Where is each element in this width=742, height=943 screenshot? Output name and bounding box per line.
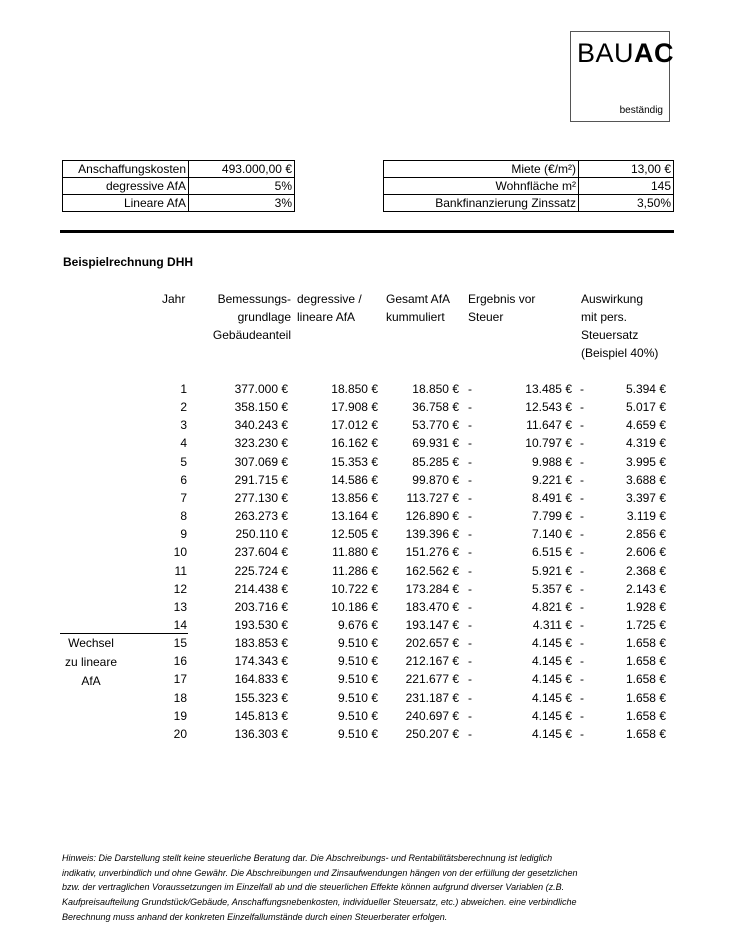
cell-dash: - xyxy=(580,527,584,542)
cell-auswirkung: 1.658 € xyxy=(625,672,666,687)
cell-gesamt: 221.677 € xyxy=(405,672,459,687)
param-row xyxy=(384,195,674,212)
param-row xyxy=(384,178,674,195)
cell-gesamt: 18.850 € xyxy=(412,382,459,396)
cell-auswirkung: 4.319 € xyxy=(625,436,666,451)
cell-dash: - xyxy=(468,599,472,614)
cell-afa: 9.510 € xyxy=(337,708,378,723)
header-gesamt xyxy=(386,290,450,326)
cell-afa: 11.880 € xyxy=(332,545,378,560)
cell-auswirkung: 5.017 € xyxy=(625,400,666,415)
wechsel-line: AfA xyxy=(81,674,101,688)
cell-gesamt: 139.396 € xyxy=(405,527,459,542)
param-label: degressive AfA xyxy=(63,178,189,195)
cell-dash: - xyxy=(580,654,584,669)
cell-gesamt: 53.770 € xyxy=(412,418,459,433)
cell-jahr: 8 xyxy=(180,509,187,524)
cell-ergebnis: 9.221 € xyxy=(531,472,572,487)
header-afa xyxy=(297,290,362,326)
cell-dash: - xyxy=(468,617,472,632)
header-line: Auswirkung xyxy=(581,292,644,306)
cell-bemessung: 263.273 € xyxy=(234,509,288,524)
header-bemessung xyxy=(213,290,291,344)
cell-dash: - xyxy=(468,472,472,487)
table-row xyxy=(0,434,742,452)
cell-jahr: 12 xyxy=(173,581,187,596)
param-value: 493.000,00 € xyxy=(189,161,295,178)
cell-afa: 9.510 € xyxy=(337,672,378,687)
cell-afa: 13.164 € xyxy=(331,509,378,524)
cell-auswirkung: 2.856 € xyxy=(625,527,666,542)
cell-auswirkung: 1.658 € xyxy=(625,636,666,651)
table-row xyxy=(0,580,742,598)
cell-dash: - xyxy=(580,708,584,723)
cell-jahr: 9 xyxy=(180,527,187,542)
logo-tagline: beständig xyxy=(619,105,663,116)
cell-auswirkung: 1.658 € xyxy=(625,726,666,741)
param-label: Miete (€/m²) xyxy=(384,161,579,178)
cell-dash: - xyxy=(580,454,584,469)
cell-auswirkung: 2.368 € xyxy=(625,563,666,578)
cell-dash: - xyxy=(580,545,584,560)
header-line: Steuersatz xyxy=(581,328,639,342)
cell-auswirkung: 2.606 € xyxy=(625,545,666,560)
table-row xyxy=(0,507,742,525)
param-value: 145 xyxy=(579,178,674,195)
wechsel-line: Wechsel xyxy=(68,636,114,650)
cell-bemessung: 277.130 € xyxy=(234,490,288,505)
cell-jahr: 1 xyxy=(180,382,187,396)
table-row xyxy=(0,725,742,743)
cell-gesamt: 173.284 € xyxy=(405,581,459,596)
cell-auswirkung: 1.658 € xyxy=(625,690,666,705)
cell-auswirkung: 2.143 € xyxy=(625,581,666,596)
cell-jahr: 3 xyxy=(180,418,187,433)
cell-ergebnis: 7.140 € xyxy=(531,527,572,542)
table-row xyxy=(0,453,742,471)
cell-auswirkung: 1.658 € xyxy=(625,654,666,669)
cell-dash: - xyxy=(580,581,584,596)
header-line: Gesamt AfA xyxy=(386,292,451,306)
cell-gesamt: 250.207 € xyxy=(405,726,459,741)
parameters-table-right xyxy=(383,160,674,212)
cell-auswirkung: 4.659 € xyxy=(625,418,666,433)
cell-afa: 16.162 € xyxy=(331,436,378,451)
param-row xyxy=(63,195,295,212)
cell-bemessung: 136.303 € xyxy=(234,726,288,741)
cell-jahr: 7 xyxy=(180,490,187,505)
cell-auswirkung: 3.995 € xyxy=(625,454,666,469)
table-row xyxy=(0,398,742,416)
disclaimer-note xyxy=(62,851,662,925)
table-row xyxy=(0,525,742,543)
param-value: 3% xyxy=(189,195,295,212)
cell-gesamt: 212.167 € xyxy=(405,654,459,669)
cell-jahr: 16 xyxy=(173,654,187,669)
header-ergebnis xyxy=(468,290,535,326)
cell-afa: 15.353 € xyxy=(331,454,378,469)
cell-jahr: 2 xyxy=(180,400,187,415)
cell-ergebnis: 4.145 € xyxy=(531,708,572,723)
cell-dash: - xyxy=(580,509,584,524)
cell-afa: 9.510 € xyxy=(337,636,378,651)
param-label: Lineare AfA xyxy=(63,195,189,212)
header-line: Steuer xyxy=(468,310,504,324)
note-line: Hinweis: Die Darstellung stellt keine steuerliche Beratung dar. Die Abschreibungs- und Rentabilitätsberechnung ist lediglich xyxy=(62,853,553,863)
cell-gesamt: 113.727 € xyxy=(406,490,459,505)
cell-bemessung: 203.716 € xyxy=(234,599,288,614)
cell-dash: - xyxy=(580,617,584,632)
cell-ergebnis: 7.799 € xyxy=(531,509,572,524)
cell-dash: - xyxy=(468,527,472,542)
cell-dash: - xyxy=(468,708,472,723)
header-line: lineare AfA xyxy=(297,310,356,324)
cell-dash: - xyxy=(468,545,472,560)
cell-jahr: 19 xyxy=(173,708,187,723)
table-row xyxy=(0,689,742,707)
note-line: Kaufpreisaufteilung Grundstück/Gebäude, Anschaffungsnebenkosten, individueller Steuersatz, etc.) abweichen. eine verbindliche xyxy=(62,897,577,908)
header-line: grundlage xyxy=(237,310,291,324)
cell-bemessung: 307.069 € xyxy=(234,454,288,469)
cell-ergebnis: 11.647 € xyxy=(526,418,572,433)
cell-bemessung: 214.438 € xyxy=(234,581,288,596)
cell-auswirkung: 1.928 € xyxy=(625,599,666,614)
cell-ergebnis: 10.797 € xyxy=(525,436,572,451)
cell-ergebnis: 4.311 € xyxy=(532,617,572,632)
cell-dash: - xyxy=(468,509,472,524)
header-line: (Beispiel 40%) xyxy=(581,346,659,360)
cell-dash: - xyxy=(580,726,584,741)
cell-gesamt: 36.758 € xyxy=(412,400,459,415)
cell-dash: - xyxy=(580,490,584,505)
cell-gesamt: 183.470 € xyxy=(405,599,459,614)
cell-gesamt: 85.285 € xyxy=(412,454,459,469)
cell-bemessung: 183.853 € xyxy=(234,636,288,651)
cell-ergebnis: 4.145 € xyxy=(531,726,572,741)
cell-ergebnis: 5.921 € xyxy=(531,563,572,578)
cell-bemessung: 237.604 € xyxy=(234,545,288,560)
header-line: mit pers. xyxy=(581,310,628,324)
cell-ergebnis: 12.543 € xyxy=(525,400,572,415)
header-line: Bemessungs- xyxy=(217,292,291,306)
cell-dash: - xyxy=(468,726,472,741)
header-line: kummuliert xyxy=(386,310,445,324)
cell-bemessung: 358.150 € xyxy=(234,400,288,415)
cell-dash: - xyxy=(580,690,584,705)
section-title: Beispielrechnung DHH xyxy=(63,255,194,269)
cell-afa: 9.510 € xyxy=(337,654,378,669)
cell-dash: - xyxy=(468,581,472,596)
cell-dash: - xyxy=(468,636,472,651)
cell-afa: 18.850 € xyxy=(331,382,378,396)
cell-afa: 9.676 € xyxy=(337,617,378,632)
cell-ergebnis: 13.485 € xyxy=(525,382,572,396)
header-jahr: Jahr xyxy=(162,292,186,306)
logo-word-bold: AC xyxy=(634,38,675,68)
header-line: Gebäudeanteil xyxy=(212,328,291,342)
cell-bemessung: 145.813 € xyxy=(234,708,288,723)
table-row xyxy=(0,616,742,634)
cell-dash: - xyxy=(580,563,584,578)
cell-afa: 11.286 € xyxy=(332,563,378,578)
param-row xyxy=(63,178,295,195)
table-row xyxy=(0,489,742,507)
cell-dash: - xyxy=(468,490,472,505)
param-value: 13,00 € xyxy=(579,161,674,178)
cell-jahr: 14 xyxy=(173,617,187,632)
cell-dash: - xyxy=(468,436,472,451)
cell-gesamt: 240.697 € xyxy=(405,708,459,723)
cell-ergebnis: 4.145 € xyxy=(531,636,572,651)
cell-bemessung: 323.230 € xyxy=(234,436,288,451)
param-label: Wohnfläche m² xyxy=(384,178,579,195)
cell-dash: - xyxy=(580,418,584,433)
cell-ergebnis: 6.515 € xyxy=(531,545,572,560)
cell-dash: - xyxy=(468,382,472,396)
cell-bemessung: 340.243 € xyxy=(234,418,288,433)
table-row xyxy=(0,598,742,616)
cell-afa: 14.586 € xyxy=(331,472,378,487)
cell-jahr: 18 xyxy=(173,690,187,705)
cell-gesamt: 69.931 € xyxy=(412,436,459,451)
header-auswirkung xyxy=(581,290,658,362)
cell-bemessung: 250.110 € xyxy=(235,527,288,542)
cell-jahr: 15 xyxy=(173,636,187,651)
cell-dash: - xyxy=(468,454,472,469)
cell-ergebnis: 4.145 € xyxy=(531,690,572,705)
cell-afa: 10.722 € xyxy=(331,581,378,596)
cell-ergebnis: 4.145 € xyxy=(531,672,572,687)
cell-afa: 9.510 € xyxy=(337,726,378,741)
table-row xyxy=(0,416,742,434)
cell-jahr: 11 xyxy=(174,563,187,578)
cell-dash: - xyxy=(580,599,584,614)
cell-dash: - xyxy=(468,690,472,705)
company-logo xyxy=(570,31,675,122)
cell-dash: - xyxy=(580,672,584,687)
cell-dash: - xyxy=(468,563,472,578)
cell-dash: - xyxy=(580,436,584,451)
cell-dash: - xyxy=(580,382,584,396)
wechsel-line: zu lineare xyxy=(64,655,118,669)
param-row xyxy=(63,161,295,178)
cell-dash: - xyxy=(468,654,472,669)
cell-afa: 17.908 € xyxy=(331,400,378,415)
cell-ergebnis: 5.357 € xyxy=(531,581,572,596)
cell-jahr: 10 xyxy=(173,545,187,560)
cell-auswirkung: 3.397 € xyxy=(625,490,666,505)
param-value: 5% xyxy=(189,178,295,195)
cell-auswirkung: 1.658 € xyxy=(625,708,666,723)
cell-ergebnis: 9.988 € xyxy=(531,454,572,469)
param-label: Bankfinanzierung Zinssatz xyxy=(384,195,579,212)
cell-dash: - xyxy=(580,472,584,487)
parameters-table-left xyxy=(62,160,295,212)
cell-auswirkung: 3.119 € xyxy=(626,509,666,524)
logo-wordmark xyxy=(577,38,674,69)
section-divider xyxy=(60,230,674,233)
note-line: Berechnung muss anhand der konkreten Einzelfallumstände durch einen Steuerberater erfolgen. xyxy=(62,911,448,922)
cell-auswirkung: 3.688 € xyxy=(625,472,666,487)
cell-bemessung: 155.323 € xyxy=(234,690,288,705)
cell-bemessung: 225.724 € xyxy=(234,563,288,578)
cell-auswirkung: 5.394 € xyxy=(625,382,666,396)
cell-afa: 12.505 € xyxy=(331,527,378,542)
cell-afa: 13.856 € xyxy=(331,490,378,505)
cell-bemessung: 193.530 € xyxy=(234,617,288,632)
cell-jahr: 20 xyxy=(173,726,187,741)
table-row xyxy=(0,380,742,398)
cell-dash: - xyxy=(468,672,472,687)
cell-gesamt: 99.870 € xyxy=(412,472,459,487)
table-row xyxy=(0,471,742,489)
cell-dash: - xyxy=(580,636,584,651)
cell-gesamt: 231.187 € xyxy=(405,690,459,705)
cell-gesamt: 193.147 € xyxy=(405,617,459,632)
cell-jahr: 13 xyxy=(173,599,187,614)
cell-bemessung: 291.715 € xyxy=(234,472,288,487)
cell-afa: 10.186 € xyxy=(331,599,378,614)
cell-ergebnis: 4.145 € xyxy=(531,654,572,669)
cell-bemessung: 164.833 € xyxy=(234,672,288,687)
cell-ergebnis: 4.821 € xyxy=(531,599,572,614)
cell-jahr: 5 xyxy=(180,454,187,469)
param-row xyxy=(384,161,674,178)
cell-jahr: 4 xyxy=(180,436,187,451)
cell-bemessung: 174.343 € xyxy=(234,654,288,669)
header-line: degressive / xyxy=(297,292,362,306)
cell-ergebnis: 8.491 € xyxy=(531,490,572,505)
cell-gesamt: 162.562 € xyxy=(405,563,459,578)
table-row xyxy=(0,707,742,725)
table-row xyxy=(0,543,742,561)
param-value: 3,50% xyxy=(579,195,674,212)
note-line: bzw. der vertraglichen Voraussetzungen im Einzelfall ab und die steuerlichen Effekte können aufgrund diverser Variablen (z.B. xyxy=(62,882,565,893)
cell-jahr: 6 xyxy=(180,472,187,487)
cell-auswirkung: 1.725 € xyxy=(625,617,666,632)
cell-gesamt: 126.890 € xyxy=(405,509,459,524)
cell-dash: - xyxy=(468,400,472,415)
table-row xyxy=(0,562,742,580)
cell-afa: 17.012 € xyxy=(331,418,378,433)
cell-dash: - xyxy=(468,418,472,433)
note-line: indikativ, unverbindlich und ohne Gewähr. Die Abschreibungen und Zinsaufwendungen hängen von der erfüllung der gesetzlichen xyxy=(62,867,578,878)
cell-bemessung: 377.000 € xyxy=(234,382,288,396)
cell-gesamt: 151.276 € xyxy=(405,545,459,560)
logo-word-light: BAU xyxy=(577,38,635,68)
header-line: Ergebnis vor xyxy=(468,292,536,306)
param-label: Anschaffungskosten xyxy=(63,161,189,178)
cell-dash: - xyxy=(580,400,584,415)
cell-jahr: 17 xyxy=(173,672,187,687)
wechsel-label xyxy=(60,634,122,691)
cell-gesamt: 202.657 € xyxy=(405,636,459,651)
cell-afa: 9.510 € xyxy=(337,690,378,705)
